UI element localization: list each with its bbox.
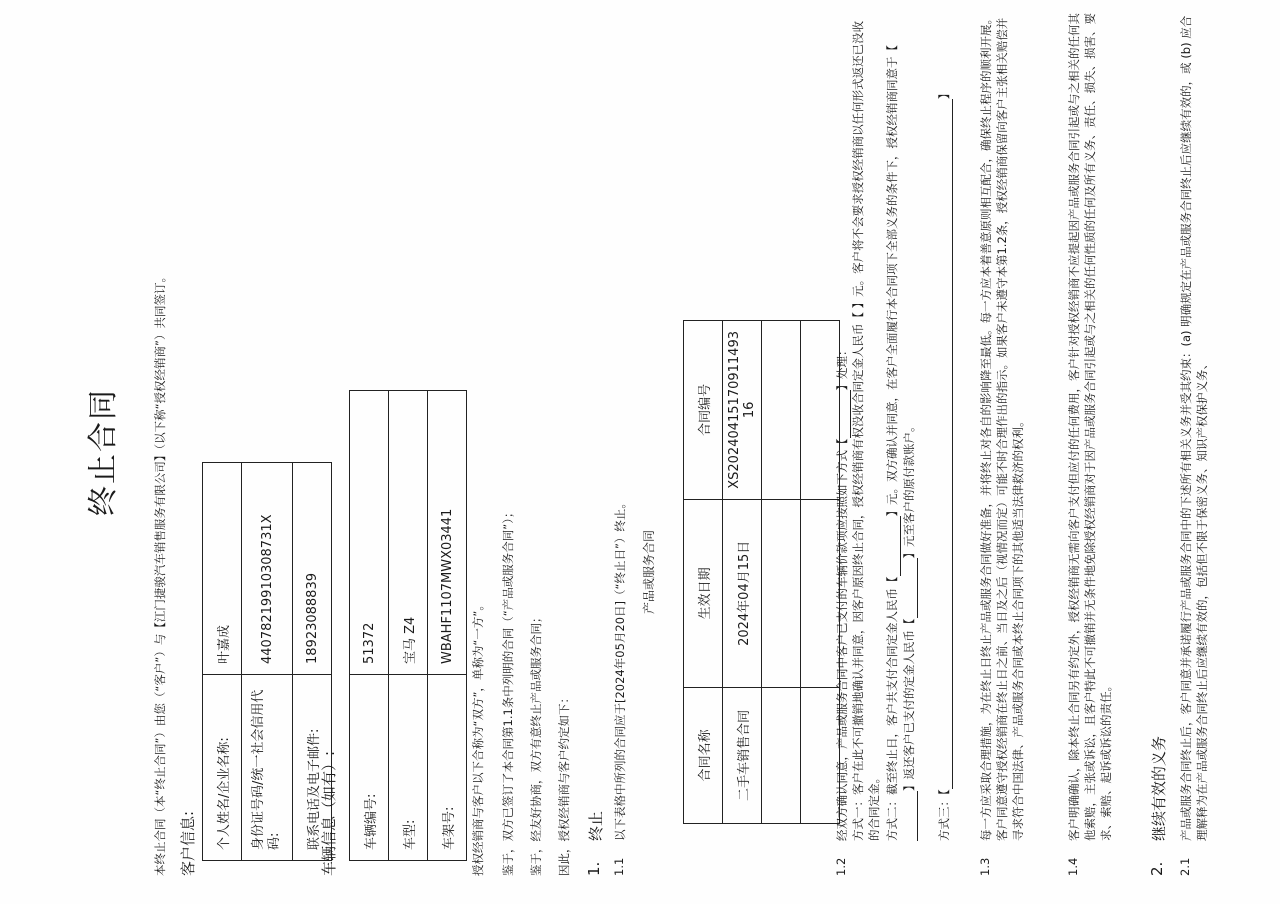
clause-1-1-text: 以下表格中所列的合同应于[2024年05月20日]（“终止日”）终止。: [613, 497, 627, 841]
table-row: [389, 391, 428, 861]
clause-1-3-text: 每一方应采取合理措施，为在终止日终止产品或服务合同做好准备，并将终止对各自的影响降至最低。每一方应本着善意原则相互配合，确保终止程序的顺利开展。客户同意遵守授权经销商在终止日之前、当日及之后（视情况而定）可能不时合理作出的指示。如果客户未遵守本第1.2条，授权经销商保留向客户主张相关赔偿并寻求符合中国法律、产品或服务合同或本终止合同项下的其他适当法律救济的权利。: [979, 13, 1025, 841]
section-1-number: 1.: [585, 861, 603, 876]
header-contract-name: 合同名称: [684, 687, 723, 823]
vin-label: 车架号:: [428, 675, 467, 861]
customer-info-table: [202, 462, 332, 861]
header-effective-date: 生效日期: [684, 499, 723, 687]
id-number-value: 440782199103087​31X: [242, 463, 293, 675]
clause-2-1-text: 产品或服务合同终止后，客户同意并承诺履行产品或服务合同中的下述所有相关义务并受其约束：(a) 明确规定在产品或服务合同终止后应继续有效的，或 (b) 应合理解释为在产品或服务合同终止后应继续有效的，包括但不限于保密义务、知识产权保护义务、: [1179, 15, 1209, 841]
clause-1-2-method-2: [884, 11, 918, 841]
vehicle-model-label: 车型:: [389, 675, 428, 861]
customer-heading: 客户信息:: [179, 810, 197, 876]
table-row: [649, 321, 684, 824]
method-2-text-b: 】元。双方确认并同意，在客户全面履行本合同项下全部义务的条件下，授权经销商同意于【: [885, 45, 899, 517]
clause-1-4-text: 客户明确确认，除本终止合同另有约定外，授权经销商无需向客户支付但应付的任何费用，客户针对授权经销商不应提起因产品或服务合同引起或与之相关的任何其他索赔，主张或诉讼，且客户特此不可撤销并无条件地免除授权经销商对于因产品或服务合同引起或与之相关的任何性质的任何及所有义务、责任、损失、损害、要求、索赔、起诉或诉讼的责任。: [1067, 13, 1113, 841]
cell-contract-number: XS20240415170911493​16: [723, 321, 762, 500]
section-2-title: 继续有效的义务: [1150, 735, 1168, 841]
recital-contract: 鉴于，双方已签订了本合同第1.1条中列明的合同（“产品或服务合同”）；: [501, 506, 515, 876]
contact-value: 18923088839: [293, 463, 332, 675]
recital-intent: 鉴于，经友好协商，双方有意终止产品或服务合同；: [529, 611, 543, 876]
clause-1-2-number: 1.2: [834, 857, 848, 876]
cell-contract-name: 二手车销售合同: [723, 687, 762, 823]
clause-1-1-number: 1.1: [612, 857, 626, 876]
product-contract-table: [648, 320, 840, 824]
document-title: 终止合同: [86, 388, 121, 516]
table-row: [428, 391, 467, 861]
method-3-text-b: 】: [937, 87, 951, 100]
clause-1-2-text-b: 】处理：: [835, 344, 849, 391]
method-2-text-a: 方式二：截至终止日，客户共支付合同定金人民币【: [885, 576, 899, 841]
vehicle-heading: 车辆信息（如有）:: [320, 750, 338, 876]
clause-1-2-intro: [834, 11, 851, 841]
table-row: [350, 391, 389, 861]
method-2-text-c: 】返还客户已支付的定金人民币【: [902, 618, 916, 791]
section-1-title: 终止: [587, 810, 605, 841]
table-row: [684, 321, 723, 824]
section-2-number: 2.: [1148, 861, 1166, 876]
contact-label: 联系电话及电子邮件:: [293, 675, 332, 861]
customer-name-value: 叶嘉成: [203, 463, 242, 675]
clause-1-4-number: 1.4: [1066, 857, 1080, 876]
clause-1-3-number: 1.3: [978, 857, 992, 876]
clause-1-2-method-3: [936, 11, 953, 841]
vehicle-model-value: 宝马 Z4: [389, 391, 428, 675]
vin-value: WBAHF1107MWX03441: [428, 391, 467, 675]
table-row: [242, 463, 293, 861]
header-contract-number: 合同编号: [684, 321, 723, 500]
recital-agreement: 因此，授权经销商与客户约定如下：: [557, 692, 571, 876]
product-table-caption: 产品或服务合同: [642, 530, 656, 615]
table-row: [203, 463, 242, 861]
vehicle-number-value: 51372: [350, 391, 389, 675]
method-3-text-a: 方式三：【: [937, 789, 951, 841]
vehicle-number-label: 车辆编号:: [350, 675, 389, 861]
customer-name-label: 个人姓名/企业名称:: [203, 675, 242, 861]
clause-1-2-method-1: 方式一：客户在此不可撤销地确认并同意，因客户原因终止合同，授权经销商有权没收合同定金人民币【 】元。客户将不会要求授权经销商以任何形式返还已没收的合同定金。: [851, 20, 881, 841]
recital-parties: 授权经销商与客户以下合称为“双方”，单称为“一方”。: [471, 599, 485, 876]
cell-effective-date: 2024年04月15日: [723, 499, 762, 687]
table-row: [762, 321, 801, 824]
clause-2-1-number: 2.1: [1178, 857, 1192, 876]
id-number-label: 身份证号码/统一社会信用代码:: [242, 675, 293, 861]
vehicle-info-table: [349, 390, 467, 861]
intro-paragraph: 本终止合同（本“终止合同”）由您（“客户”）与【江门捷骏汽车销售服务有限公司】（以下称“授权经销商”）共同签订。: [153, 271, 167, 876]
table-row: [723, 321, 762, 824]
method-2-text-d: 】元至客户的原付款账户。: [902, 420, 916, 559]
clause-1-2-text-a: 经双方确认同意，产品或服务合同中客户已支付的车辆价款项应按照如下方式【: [835, 438, 849, 841]
